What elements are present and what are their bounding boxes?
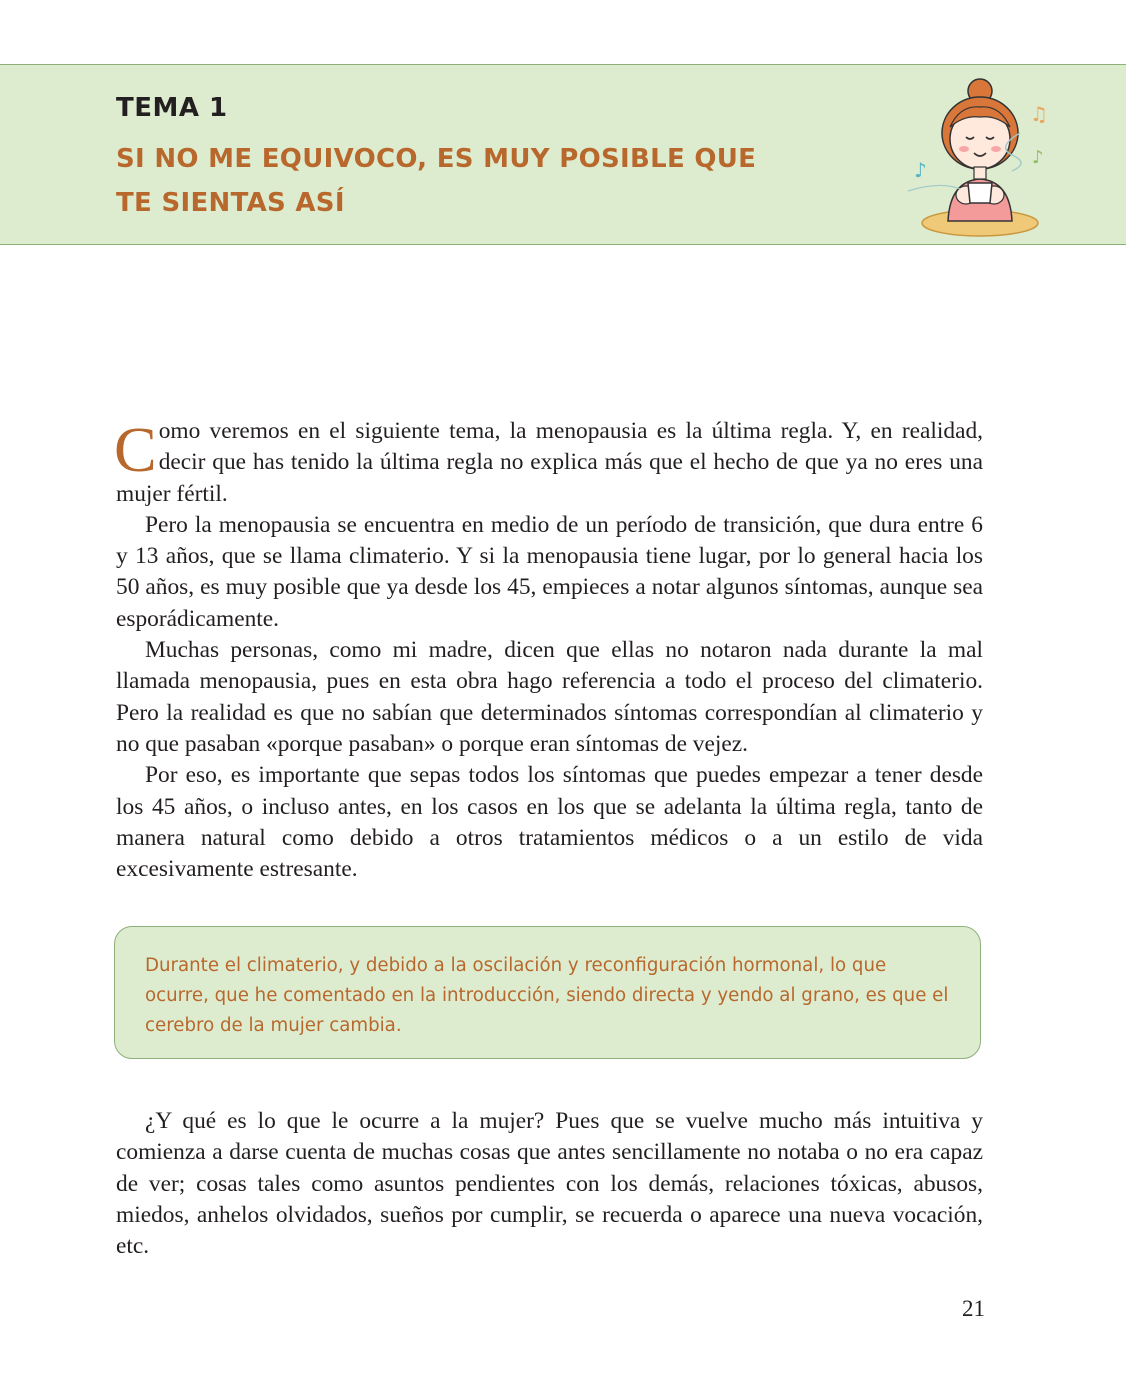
paragraph-3: Muchas personas, como mi madre, dicen que ellas no notaron nada durante la mal llamada menopausia, pues en esta obra hago referencia a todo el proceso del climaterio. Pero la realidad es que no sabían que determinados síntomas correspondían al climaterio y no que pasaban «porque pasaban» o porque eran síntomas de vejez. (116, 637, 983, 757)
chapter-number: TEMA 1 (116, 93, 228, 123)
drop-cap: C (114, 414, 157, 485)
paragraph-1 (116, 416, 983, 510)
chapter-title: SI NO ME EQUIVOCO, ES MUY POSIBLE QUE TE SIENTAS ASÍ (116, 144, 757, 218)
paragraph-5: ¿Y qué es lo que le ocurre a la mujer? Pues que se vuelve mucho más intuitiva y comienza a darse cuenta de muchas cosas que antes sencillamente no notaba o no era capaz de ver; cosas tales como asuntos pendientes con los demás, relaciones tóxicas, abusos, miedos, anhelos olvidados, sueños por cumplir, se recuerda o aparece una nueva vocación, etc. (116, 1108, 983, 1260)
svg-text:♪: ♪ (1032, 147, 1044, 168)
page-number: 21 (962, 1296, 985, 1321)
svg-text:♪: ♪ (914, 158, 927, 182)
chapter-header (0, 64, 1126, 245)
body-paragraphs-bottom (116, 1106, 983, 1262)
paragraph-2: Pero la menopausia se encuentra en medio de un período de transición, que dura entre 6 y 13 años, que se llama climaterio. Y si la menopausia tiene lugar, por lo general hacia los 50 años, es muy posible que ya desde los 45, empieces a notar algunos síntomas, aunque sea esporádicamente. (116, 511, 983, 632)
woman-tea-illustration-icon (900, 71, 1060, 241)
svg-text:♫: ♫ (1030, 102, 1048, 126)
paragraph-4: Por eso, es importante que sepas todos los síntomas que puedes empezar a tener desde los 45 años, o incluso antes, en los casos en los que se adelanta la última regla, tanto de manera natural como debido a otros tratamientos médicos o a un estilo de vida excesivamente estresante. (116, 762, 983, 883)
highlight-callout (114, 926, 981, 1059)
callout-text: Durante el climaterio, y debido a la oscilación y reconfiguración hormonal, lo que ocurre, que he comentado en la introducción, siendo directa y yendo al grano, es que el cerebro de la mujer cambia. (145, 955, 949, 1036)
paragraph-1-text: omo veremos en el siguiente tema, la menopausia es la última regla. Y, en realidad, decir que has tenido la última regla no explica más que el hecho de que ya no eres una mujer fértil. (116, 418, 983, 507)
body-paragraphs-top (116, 416, 983, 885)
